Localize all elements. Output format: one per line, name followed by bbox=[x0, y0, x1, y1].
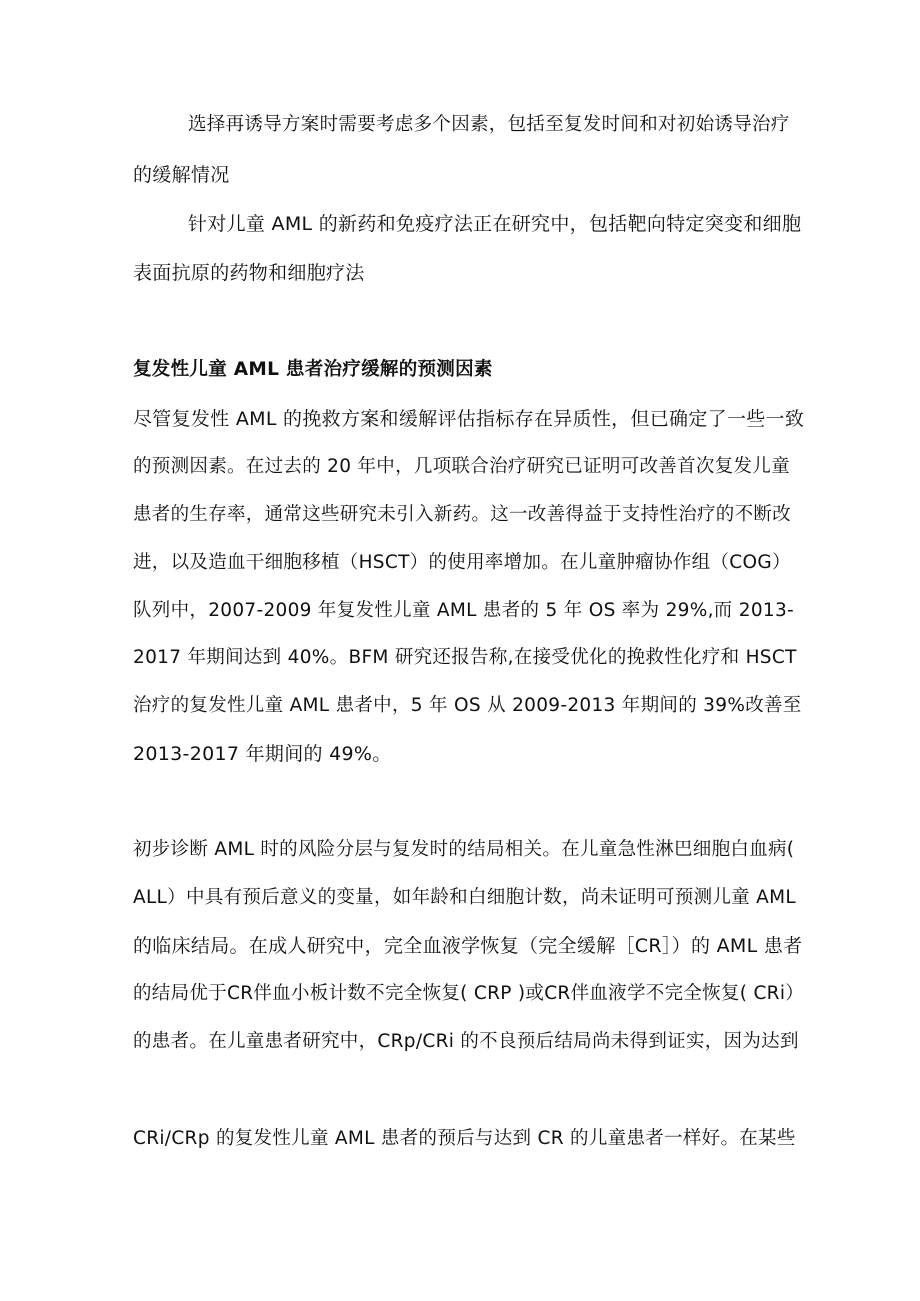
paragraph-3-line-7: 治疗的复发性儿童 AML 患者中，5 年 OS 从 2009-2013 年期间的 39%改善至 bbox=[133, 695, 802, 716]
paragraph-4-line-3: 的临床结局。在成人研究中，完全血液学恢复（完全缓解［CR］）的 AML 患者 bbox=[133, 935, 803, 957]
paragraph-2-line-1: 针对儿童 AML 的新药和免疫疗法正在研究中，包括靶向特定突变和细胞 bbox=[188, 213, 802, 235]
paragraph-3-line-3: 患者的生存率，通常这些研究未引入新药。这一改善得益于支持性治疗的不断改 bbox=[133, 504, 792, 525]
section-heading: 复发性儿童 AML 患者治疗缓解的预测因素 bbox=[133, 359, 493, 380]
paragraph-3-line-8: 2013-2017 年期间的 49%。 bbox=[133, 743, 392, 765]
paragraph-3-line-4: 进，以及造血干细胞移植（HSCT）的使用率增加。在儿童肿瘤协作组（COG） bbox=[133, 552, 791, 573]
paragraph-4-line-2: ALL）中具有预后意义的变量，如年龄和白细胞计数，尚未证明可预测儿童 AML bbox=[133, 887, 796, 908]
paragraph-1-line-2: 的缓解情况 bbox=[133, 164, 230, 186]
paragraph-4-line-5: 的患者。在儿童患者研究中，CRp/CRi 的不良预后结局尚未得到证实，因为达到 bbox=[133, 1031, 799, 1052]
paragraph-2-line-2: 表面抗原的药物和细胞疗法 bbox=[133, 262, 365, 284]
paragraph-3-line-5: 队列中，2007-2009 年复发性儿童 AML 患者的 5 年 OS 率为 29%,而 2013- bbox=[133, 600, 795, 621]
paragraph-3-line-2: 的预测因素。在过去的 20 年中，几项联合治疗研究已证明可改善首次复发儿童 bbox=[133, 456, 790, 477]
paragraph-1-line-1: 选择再诱导方案时需要考虑多个因素，包括至复发时间和对初始诱导治疗 bbox=[188, 114, 790, 135]
paragraph-5-line-1: CRi/CRp 的复发性儿童 AML 患者的预后与达到 CR 的儿童患者一样好。在某些 bbox=[133, 1128, 796, 1149]
paragraph-4-line-4: 的结局优于CR伴血小板计数不完全恢复( CRP )或CR伴血液学不完全恢复( CRi） bbox=[133, 983, 805, 1004]
paragraph-3-line-6: 2017 年期间达到 40%。BFM 研究还报告称,在接受优化的挽救性化疗和 HSCT bbox=[133, 647, 797, 668]
paragraph-3-line-1: 尽管复发性 AML 的挽救方案和缓解评估指标存在异质性，但已确定了一些一致 bbox=[133, 408, 805, 430]
paragraph-4-line-1: 初步诊断 AML 时的风险分层与复发时的结局相关。在儿童急性淋巴细胞白血病( bbox=[133, 839, 795, 860]
